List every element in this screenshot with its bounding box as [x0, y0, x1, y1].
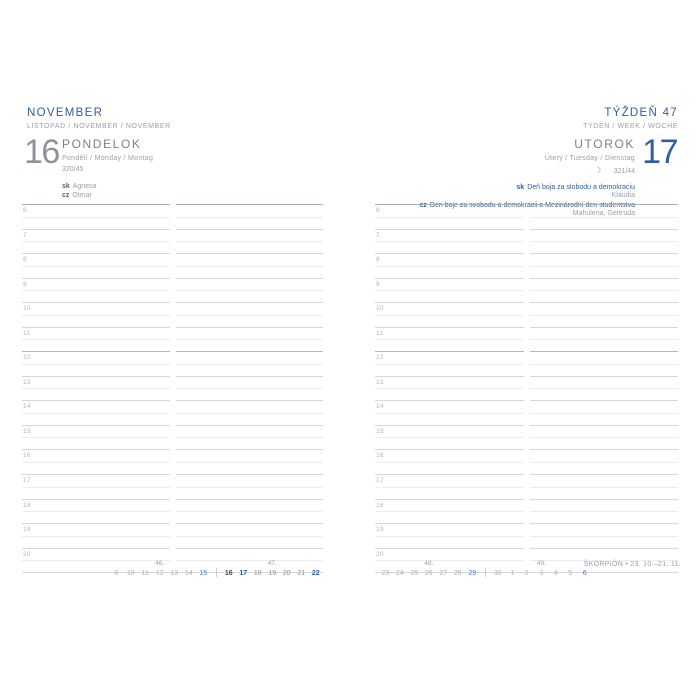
hour-slot-7 [22, 229, 170, 254]
hour-label: 11 [23, 329, 31, 337]
calendar-day: 16 [224, 570, 233, 577]
hour-slot-7 [176, 229, 324, 254]
hour-label: 12 [23, 354, 31, 362]
hour-slot-15 [530, 425, 679, 450]
calendar-day: 28 [453, 570, 462, 577]
holiday-cz-text: Den boje za svobodu a demokracii a Mezinárodní den studentstva [429, 201, 635, 209]
page-left [22, 0, 323, 700]
day-row [491, 570, 593, 577]
calendar-day: 4 [553, 570, 558, 577]
nameday-sk-text: Agnesa [72, 183, 97, 190]
nameday-cz-label: cz [62, 191, 70, 199]
day-of-year-left: 320/45 [62, 166, 84, 173]
hour-label: 7 [23, 231, 27, 239]
hour-slot-11 [530, 327, 679, 352]
month-title: NOVEMBER [27, 107, 104, 119]
hour-slot-7 [375, 229, 524, 254]
calendar-day: 18 [253, 570, 262, 577]
hour-slot-13 [375, 376, 524, 401]
day-name-translations-left: Pondělí / Monday / Montag [62, 155, 154, 162]
hour-slot-16 [530, 449, 679, 474]
nameday-sk-label: sk [62, 183, 70, 190]
day-number-left: 16 [24, 133, 59, 171]
day-name-translations-right: Úterý / Tuesday / Dienstag [544, 155, 635, 162]
hour-slot-8 [530, 253, 679, 278]
hour-slot-13 [176, 376, 324, 401]
week-group [491, 560, 593, 577]
hour-label: 12 [376, 354, 384, 362]
namedays-left [62, 183, 153, 201]
hour-label: 9 [23, 280, 27, 288]
hour-slot-10 [530, 302, 679, 327]
hour-label: 10 [23, 305, 31, 313]
hour-slot-9 [530, 278, 679, 303]
week-separator [216, 568, 217, 577]
mini-calendar-left [109, 560, 323, 577]
hour-slot-19 [530, 523, 679, 548]
calendar-day: 25 [410, 570, 419, 577]
hour-slot-13 [530, 376, 679, 401]
hour-label: 14 [23, 403, 31, 411]
day-name-right: UTOROK [574, 137, 635, 151]
hour-slot-18 [22, 499, 170, 524]
hour-slot-16 [375, 449, 524, 474]
hour-label: 9 [376, 280, 380, 288]
hour-label: 18 [376, 501, 384, 509]
holiday-sk-label: sk [516, 184, 525, 191]
hour-slot-8 [375, 253, 524, 278]
hour-slot-12 [22, 351, 170, 376]
calendar-day: 20 [282, 570, 291, 577]
hour-label: 10 [376, 305, 384, 313]
day-number-right: 17 [642, 133, 677, 171]
hour-label: 18 [23, 501, 31, 509]
hour-slot-15 [176, 425, 324, 450]
hour-slot-10 [375, 302, 524, 327]
grid-column [530, 204, 679, 572]
grid-column [176, 204, 324, 572]
hour-slot-12 [375, 351, 524, 376]
hour-slot-10 [22, 302, 170, 327]
hour-slot-16 [176, 449, 324, 474]
hour-slot-14 [176, 400, 324, 425]
hour-slot-14 [375, 400, 524, 425]
hour-slot-17 [530, 474, 679, 499]
nameday-cz [62, 192, 153, 201]
month-header [27, 107, 171, 130]
hour-slot-6 [530, 204, 679, 229]
calendar-day: 10 [126, 570, 135, 577]
calendar-day: 9 [114, 570, 119, 577]
nameday-sk [62, 183, 153, 192]
calendar-day: 12 [155, 570, 164, 577]
nameday-cz-text: Otmar [72, 191, 92, 199]
calendar-day: 23 [381, 570, 390, 577]
calendar-day: 22 [311, 570, 320, 577]
calendar-day: 3 [539, 570, 544, 577]
calendar-day: 24 [395, 570, 404, 577]
holiday-cz-label: cz [419, 201, 427, 209]
hour-slot-19 [176, 523, 324, 548]
calendar-day: 6 [582, 570, 587, 577]
day-row [378, 570, 480, 577]
month-subtitle: LISTOPAD / NOVEMBER / NOVEMBER [27, 123, 171, 130]
hour-slot-15 [375, 425, 524, 450]
hour-label: 14 [376, 403, 384, 411]
page-right [375, 0, 681, 700]
nameday-cz-right: Mahulena, Gertruda [572, 210, 635, 218]
hour-slot-9 [176, 278, 324, 303]
hour-slot-7 [530, 229, 679, 254]
calendar-day: 21 [297, 570, 306, 577]
week-separator [485, 568, 486, 577]
hour-slot-9 [22, 278, 170, 303]
hour-slot-8 [176, 253, 324, 278]
hour-slot-10 [176, 302, 324, 327]
hour-label: 7 [376, 231, 380, 239]
calendar-day: 29 [468, 570, 477, 577]
week-subtitle: TÝDEN / WEEK / WOCHE [583, 123, 678, 130]
calendar-day: 15 [199, 570, 208, 577]
hour-slot-6 [375, 201, 524, 229]
hour-slot-14 [22, 400, 170, 425]
hour-slot-17 [176, 474, 324, 499]
holiday-sk [420, 184, 635, 192]
calendar-day: 5 [568, 570, 573, 577]
hour-slot-16 [22, 449, 170, 474]
week-group [222, 560, 324, 577]
calendar-day: 19 [268, 570, 277, 577]
grid-column [375, 201, 524, 572]
hour-slot-14 [530, 400, 679, 425]
hour-label: 20 [23, 550, 31, 558]
schedule-grid-right [375, 201, 678, 573]
calendar-day: 30 [493, 570, 502, 577]
zodiac-label: ŠKORPIÓN • 23. 10.–21. 11. [583, 561, 681, 568]
hour-label: 20 [376, 550, 384, 558]
hour-label: 19 [376, 526, 384, 534]
day-row [109, 570, 211, 577]
hour-slot-19 [375, 523, 524, 548]
nameday-sk-right: Klaudia [611, 192, 635, 200]
hour-slot-19 [22, 523, 170, 548]
week-group [378, 560, 480, 577]
hour-slot-15 [22, 425, 170, 450]
hour-slot-18 [375, 499, 524, 524]
hour-label: 17 [23, 477, 31, 485]
hour-slot-9 [375, 278, 524, 303]
hour-slot-18 [530, 499, 679, 524]
hour-slot-13 [22, 376, 170, 401]
hour-slot-11 [176, 327, 324, 352]
week-title: TÝŽDEŇ 47 [604, 107, 678, 119]
hour-slot-6 [176, 204, 324, 229]
grid-column [22, 204, 170, 572]
calendar-day: 11 [141, 570, 149, 577]
day-of-year-right [420, 166, 635, 175]
hour-slot-11 [375, 327, 524, 352]
week-number-label: 49. [536, 560, 546, 567]
week-number-label: 48. [424, 560, 434, 567]
week-number-label: 46. [155, 560, 165, 567]
day-name-left: PONDELOK [62, 137, 142, 151]
hour-slot-18 [176, 499, 324, 524]
day-row [222, 570, 324, 577]
hour-slot-11 [22, 327, 170, 352]
week-number-label: 47. [267, 560, 277, 567]
hour-slot-12 [530, 351, 679, 376]
hour-label: 19 [23, 526, 31, 534]
hour-slot-6 [22, 204, 170, 229]
calendar-day: 1 [510, 570, 515, 577]
hour-label: 16 [376, 452, 384, 460]
calendar-day: 17 [239, 570, 248, 577]
calendar-day: 27 [439, 570, 448, 577]
schedule-grid-left [22, 204, 323, 573]
day-of-year-right-value: 321/44 [613, 168, 635, 175]
calendar-day: 13 [170, 570, 179, 577]
day-info-left [62, 137, 153, 201]
hour-label: 16 [23, 452, 31, 460]
hour-label: 13 [23, 378, 31, 386]
calendar-day: 26 [424, 570, 433, 577]
week-group [109, 560, 211, 577]
hour-slot-8 [22, 253, 170, 278]
calendar-day: 14 [184, 570, 193, 577]
hour-slot-17 [375, 474, 524, 499]
hour-label: 6 [23, 207, 27, 214]
hour-slot-17 [22, 474, 170, 499]
hour-label: 8 [23, 256, 27, 264]
mini-calendar-right [378, 560, 592, 577]
moon-phase-icon: ☽ [594, 166, 602, 175]
hour-label: 15 [23, 427, 31, 435]
hour-label: 17 [376, 477, 384, 485]
week-header [583, 107, 678, 130]
hour-label: 6 [376, 207, 380, 214]
hour-label: 15 [376, 427, 384, 435]
hour-label: 13 [376, 378, 384, 386]
hour-label: 11 [376, 329, 384, 337]
calendar-day: 2 [524, 570, 529, 577]
hour-slot-12 [176, 351, 324, 376]
hour-label: 8 [376, 256, 380, 264]
holiday-sk-text: Deň boja za slobodu a demokraciu [527, 184, 635, 191]
